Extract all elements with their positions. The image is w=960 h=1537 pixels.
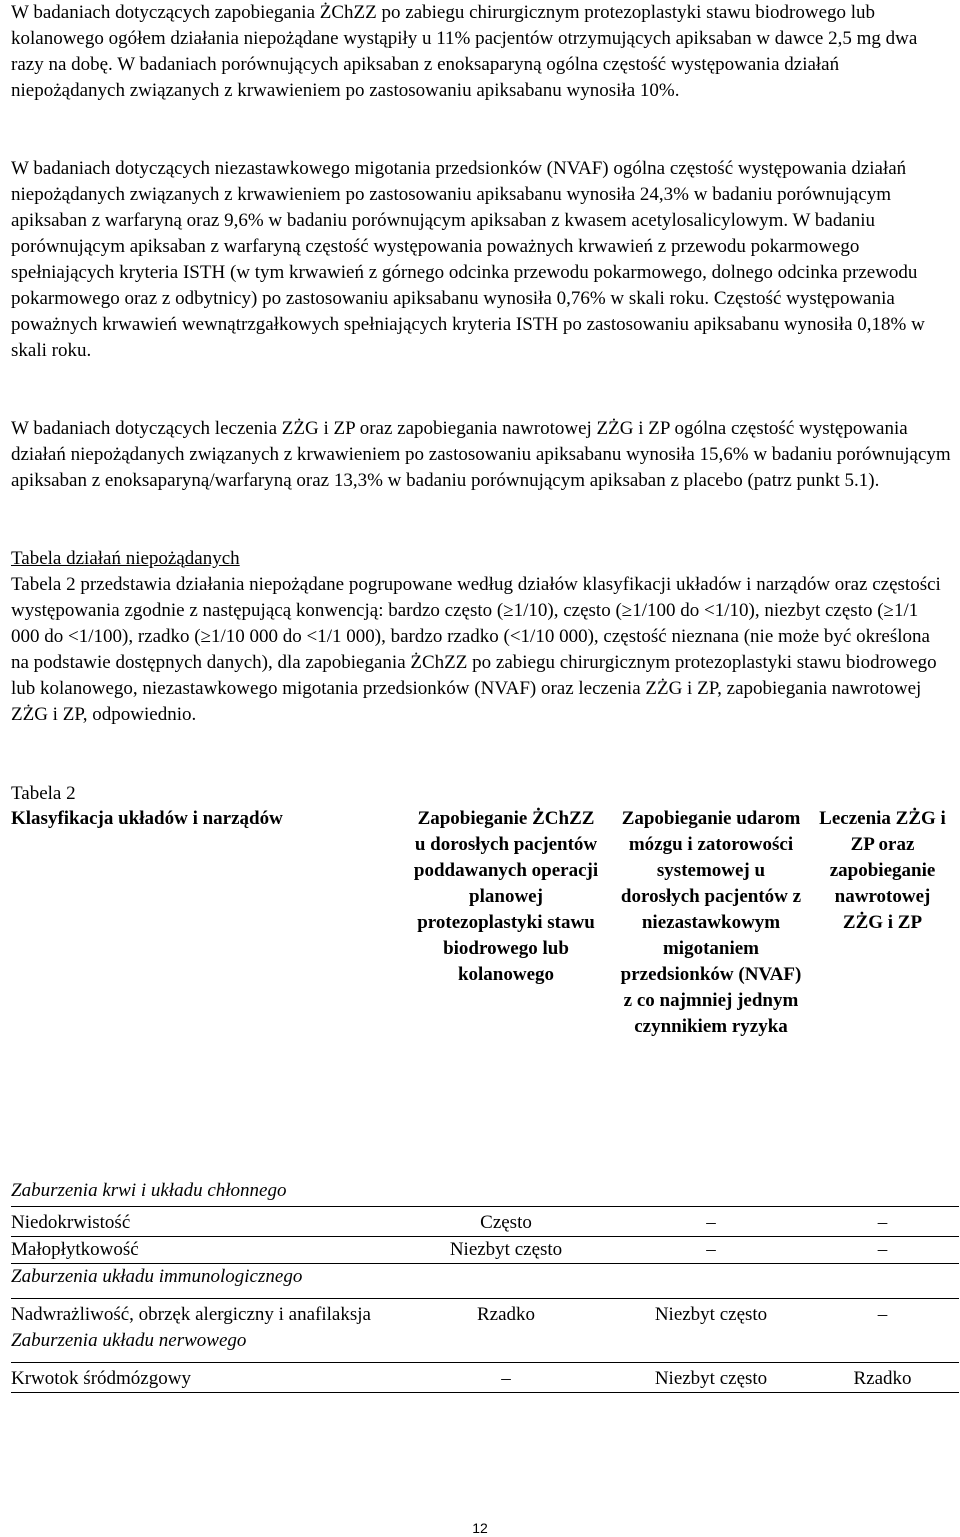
- table-header-row: [11, 806, 959, 1207]
- table-row: [11, 1299, 959, 1329]
- header-dvt: Leczenia ZŻG i ZP oraz zapobieganie nawrotowej ZŻG i ZP: [819, 808, 946, 933]
- group-nervous: Zaburzenia układu nerwowego: [11, 1330, 247, 1351]
- row-cell: Niezbyt często: [616, 1299, 806, 1329]
- group-blood: Zaburzenia krwi i układu chłonnego: [11, 1180, 287, 1201]
- table-row: [11, 1237, 959, 1264]
- header-soc: [11, 806, 396, 1207]
- row-label: Niedokrwistość: [11, 1207, 396, 1237]
- paragraph-nvaf: W badaniach dotyczących niezastawkowego migotania przedsionków (NVAF) ogólna częstość występowania działań niepożądanych związanych z krwawieniem po zastosowaniu apiksabanu wynosiła 24,3% w badaniu porównującym apiksaban z warfaryną oraz 9,6% w badaniu porównującym apiksaban z kwasem acetylosalicylowym. W badaniu porównującym apiksaban z warfaryną częstość występowania poważnych krwawień z przewodu pokarmowego spełniających kryteria ISTH (w tym krwawień z górnego odcinka przewodu pokarmowego, dolnego odcinka przewodu pokarmowego oraz z odbytnicy) po zastosowaniu apiksabanu wynosiła 0,76% w skali roku. Częstość występowania poważnych krwawień wewnątrzgałkowych spełniających kryteria ISTH po zastosowaniu apiksabanu wynosiła 0,18% w skali roku.: [11, 158, 925, 361]
- adverse-reactions-table: [11, 806, 959, 1393]
- group-immune: Zaburzenia układu immunologicznego: [11, 1264, 959, 1299]
- header-soc-label: Klasyfikacja układów i narządów: [11, 808, 283, 829]
- header-vte: Zapobieganie ŻChZZ u dorosłych pacjentów poddawanych operacji planowej protezoplastyki stawu biodrowego lub kolanowego: [413, 808, 599, 985]
- header-nvaf: Zapobieganie udarom mózgu i zatorowości systemowej u dorosłych pacjentów z niezastawkowym migotaniem przedsionków (NVAF) z co najmniej jednym czynnikiem ryzyka: [620, 808, 802, 1037]
- row-label: Nadwrażliwość, obrzęk alergiczny i anafilaksja: [11, 1299, 396, 1329]
- paragraph-vte-prevention: W badaniach dotyczących zapobiegania ŻChZZ po zabiegu chirurgicznym protezoplastyki stawu biodrowego lub kolanowego ogółem działania niepożądane wystąpiły u 11% pacjentów otrzymujących apiksaban w dawce 2,5 mg dwa razy na dobę. W badaniach porównujących apiksaban z enoksaparyną ogólna częstość występowania działań niepożądanych związanych z krwawieniem po zastosowaniu apiksabanu wynosiła 10%.: [11, 2, 918, 101]
- page-number: 12: [472, 1520, 488, 1536]
- table-row: [11, 1207, 959, 1237]
- row-cell: Niezbyt często: [616, 1363, 806, 1393]
- table-row: [11, 1363, 959, 1393]
- row-cell: Rzadko: [806, 1363, 959, 1393]
- row-cell: –: [616, 1237, 806, 1264]
- section-heading: Tabela działań niepożądanych: [11, 548, 240, 569]
- table-group-row: [11, 1264, 959, 1299]
- row-label: Małopłytkowość: [11, 1237, 396, 1264]
- row-cell: –: [616, 1207, 806, 1237]
- row-cell: –: [396, 1363, 616, 1393]
- row-cell: –: [806, 1237, 959, 1264]
- paragraph-dvt-pe: W badaniach dotyczących leczenia ZŻG i ZP oraz zapobiegania nawrotowej ZŻG i ZP ogólna częstość występowania działań niepożądanych związanych z krwawieniem po zastosowaniu apiksabanu wynosiła 15,6% w badaniu porównującym apiksaban z enoksaparyną/warfaryną oraz 13,3% w badaniu porównującym apiksaban z placebo (patrz punkt 5.1).: [11, 418, 951, 491]
- paragraph-table-intro: Tabela 2 przedstawia działania niepożądane pogrupowane według działów klasyfikacji układów i narządów oraz częstości występowania zgodnie z następującą konwencją: bardzo często (≥1/10), często (≥1/100 do <1/10), niezbyt często (≥1/1 000 do <1/100), rzadko (≥1/10 000 do <1/1 000), bardzo rzadko (<1/10 000), częstość nieznana (nie może być określona na podstawie dostępnych danych), dla zapobiegania ŻChZZ po zabiegu chirurgicznym protezoplastyki stawu biodrowego lub kolanowego, niezastawkowego migotania przedsionków (NVAF) oraz leczenia ZŻG i ZP, zapobiegania nawrotowej ZŻG i ZP, odpowiednio.: [11, 574, 941, 725]
- row-label: Krwotok śródmózgowy: [11, 1363, 396, 1393]
- row-cell: Często: [396, 1207, 616, 1237]
- row-cell: –: [806, 1207, 959, 1237]
- row-cell: Niezbyt często: [396, 1237, 616, 1264]
- table-group-row: [11, 1328, 959, 1363]
- row-cell: –: [806, 1299, 959, 1329]
- table-caption: Tabela 2: [11, 783, 76, 804]
- row-cell: Rzadko: [396, 1299, 616, 1329]
